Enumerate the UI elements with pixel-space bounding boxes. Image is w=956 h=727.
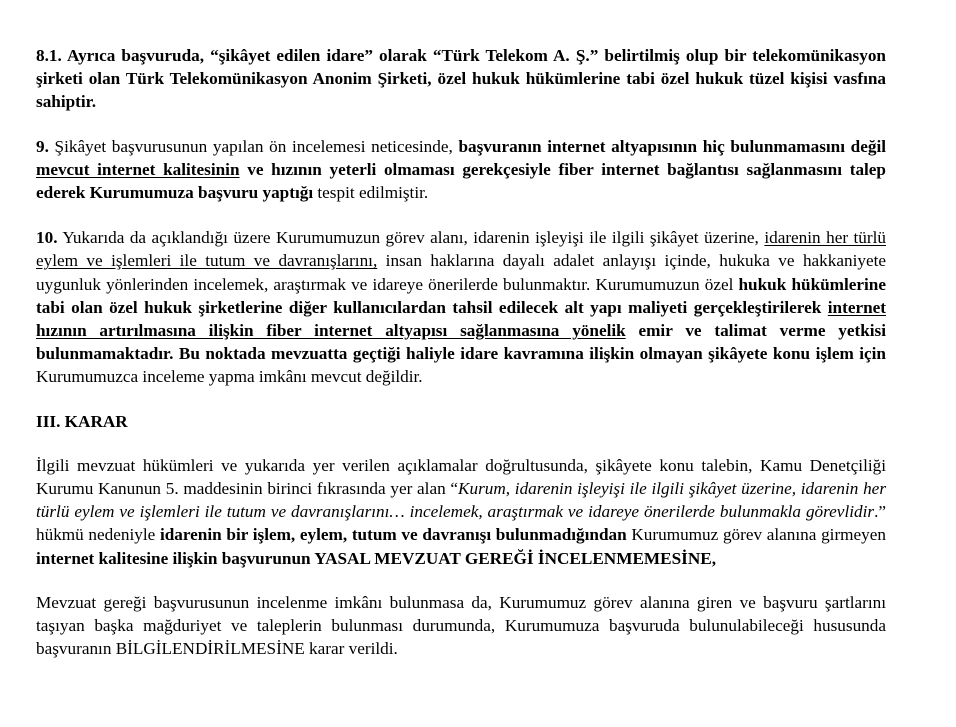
paragraph-text: tespit edilmiştir. xyxy=(313,183,429,203)
bold-underlined-text: mevcut internet kalitesinin xyxy=(36,159,240,179)
paragraph-text: Şikâyet başvurusunun yapılan ön incelemesi neticesinde, xyxy=(48,136,459,156)
paragraph-8-1 xyxy=(36,44,886,114)
paragraph-9 xyxy=(36,135,886,205)
paragraph-10 xyxy=(36,226,886,388)
bold-text: ve hızının yeterli olmaması gerekçesiyle fiber internet bağlantısı sağlanmasını talep ederek Kurumumuza başvuru yaptığı xyxy=(36,159,886,203)
section-heading: III. KARAR xyxy=(36,411,128,431)
document-page xyxy=(36,44,886,660)
paragraph-text: Kurumumuz görev alanına girmeyen xyxy=(626,525,886,545)
bold-text: idarenin bir işlem, eylem, tutum ve davranışı bulunmadığından xyxy=(159,525,627,545)
paragraph-text: İlgili mevzuat hükümleri ve yukarıda yer verilen açıklamalar doğrultusunda, şikâyete konu talebin, Kamu Denetçiliği Kurumu Kanunun 5. maddesinin birinci fıkrasında yer alan “ xyxy=(36,455,886,499)
paragraph-number: 8.1. xyxy=(36,46,62,65)
italic-quote: Kurum, idarenin işleyişi ile ilgili şikâyet üzerine, idarenin her türlü eylem ve işlemleri ile tutum ve davranışlarını… incelemek, araştırmak ve idareye önerilerde bulunmakla görevlidir xyxy=(36,479,887,522)
paragraph-text: Ayrıca başvuruda, “şikâyet edilen idare” olarak “Türk Telekom A. Ş.” belirtilmiş olup bir telekomünikasyon şirketi olan Türk Telekomünikasyon Anonim Şirketi, özel hukuk hükümlerine tabi özel hukuk tüzel kişisi vasfına sahiptir. xyxy=(36,46,886,112)
bold-text: hukuk hükümlerine tabi olan özel hukuk şirketlerine diğer kullanıcılardan tahsil edilecek alt yapı maliyeti gerçekleştirilerek xyxy=(36,274,886,317)
paragraph-text: Yukarıda da açıklandığı üzere Kurumumuzun görev alanı, idarenin işleyişi ile ilgili şikâyet üzerine, xyxy=(57,228,765,248)
paragraph-karar xyxy=(36,454,886,570)
bold-text: emir ve talimat verme yetkisi bulunmamaktadır. Bu noktada mevzuatta geçtiği haliyle idare kavramına ilişkin olmayan şikâyete konu işlem için xyxy=(36,321,886,364)
bold-text: başvuranın internet altyapısının hiç bulunmamasını değil xyxy=(458,136,886,156)
paragraph-text: Kurumumuzca inceleme yapma imkânı mevcut değildir. xyxy=(36,367,423,387)
paragraph-number: 10. xyxy=(36,228,58,248)
paragraph-final: Mevzuat gereği başvurusunun incelenme imkânı bulunmasa da, Kurumumuz görev alanına giren ve başvuru şartlarını taşıyan başka mağduriyet ve taleplerin bulunması durumunda, Kurumumuza başvuruda bulunulabileceği hususunda başvuranın BİLGİLENDİRİLMESİNE karar verildi. xyxy=(36,592,886,659)
paragraph-text: insan haklarına dayalı adalet anlayışı içinde, hukuka ve hakkaniyete uygunluk yönlerinden incelemek, araştırmak ve idareye önerilerde bulunmaktır. Kurumumuzun özel xyxy=(36,251,886,294)
bold-text: internet kalitesine ilişkin başvurunun YASAL MEVZUAT GEREĞİ İNCELENMEMESİNE, xyxy=(36,548,717,568)
paragraph-number: 9. xyxy=(36,136,49,156)
paragraph-text: .” hükmü nedeniyle xyxy=(36,502,886,545)
bold-underlined-text: internet hızının artırılmasına ilişkin fiber internet altyapısı sağlanmasına yönelik xyxy=(36,297,886,341)
underlined-text: idarenin her türlü eylem ve işlemleri ile tutum ve davranışlarını, xyxy=(36,228,886,271)
